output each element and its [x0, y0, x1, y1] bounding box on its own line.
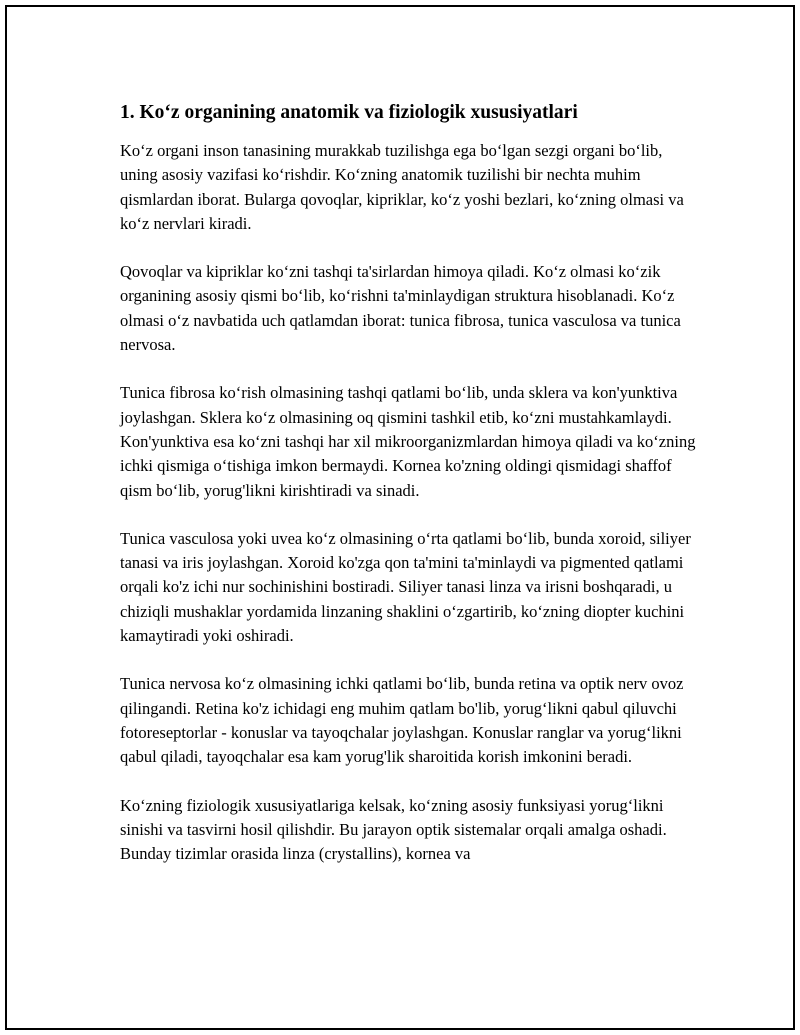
paragraph-tunica-nervosa: Tunica nervosa ko‘z olmasining ichki qatlami bo‘lib, bunda retina va optik nerv ovoz qilingandi. Retina ko'z ichidagi eng muhim qatlam bo'lib, yorug‘likni qabul qiluvchi fotoreseptorlar - konuslar va tayoqchalar joylashgan. Konuslar ranglar va yorug‘likni qabul qiladi, tayoqchalar esa kam yorug'lik sharoitida korish imkonini beradi.: [120, 674, 684, 767]
section-heading: 1. Ko‘z organining anatomik va fiziologik xususiyatlari: [120, 102, 578, 123]
paragraph-eyelids-eyeball: Qovoqlar va kipriklar ko‘zni tashqi ta'sirlardan himoya qiladi. Ko‘z olmasi ko‘zik organining asosiy qismi bo‘lib, ko‘rishni ta'minlaydigan struktura hisoblanadi. Ko‘z olmasi o‘z navbatida uch qatlamdan iborat: tunica fibrosa, tunica vasculosa va tunica nervosa.: [120, 262, 681, 355]
document-body: [120, 100, 700, 890]
document-page: [5, 5, 795, 1030]
paragraph-tunica-fibrosa: Tunica fibrosa ko‘rish olmasining tashqi qatlami bo‘lib, unda sklera va kon'yunktiva joylashgan. Sklera ko‘z olmasining oq qismini tashkil etib, ko‘zni mustahkamlaydi. Kon'yunktiva esa ko‘zni tashqi har xil mikroorganizmlardan himoya qiladi va ko‘zning ichki qismiga o‘tishiga imkon bermaydi. Kornea ko'zning oldingi qismidagi shaffof qism bo‘lib, yorug'likni kirishtiradi va sinadi.: [120, 383, 696, 500]
paragraph-tunica-vasculosa: Tunica vasculosa yoki uvea ko‘z olmasining o‘rta qatlami bo‘lib, bunda xoroid, siliyer tanasi va iris joylashgan. Xoroid ko'zga qon ta'mini ta'minlaydi va pigmented qatlami orqali ko'z ichi nur sochinishini bostiradi. Siliyer tanasi linza va irisni boshqaradi, u chiziqli mushaklar yordamida linzaning shaklini o‘zgartirib, ko‘zning diopter kuchini kamaytiradi yoki oshiradi.: [120, 528, 691, 646]
paragraph-physiology: Ko‘zning fiziologik xususiyatlariga kelsak, ko‘zning asosiy funksiyasi yorug‘likni sinishi va tasvirni hosil qilishdir. Bu jarayon optik sistemalar orqali amalga oshadi. Bunday tizimlar orasida linza (crystallins), kornea va: [120, 795, 667, 864]
paragraph-eye-organ-overview: Ko‘z organi inson tanasining murakkab tuzilishga ega bo‘lgan sezgi organi bo‘lib, uning asosiy vazifasi ko‘rishdir. Ko‘zning anatomik tuzilishi bir nechta muhim qismlardan iborat. Bularga qovoqlar, kipriklar, ko‘z yoshi bezlari, ko‘zning olmasi va ko‘z nervlari kiradi.: [120, 141, 684, 233]
